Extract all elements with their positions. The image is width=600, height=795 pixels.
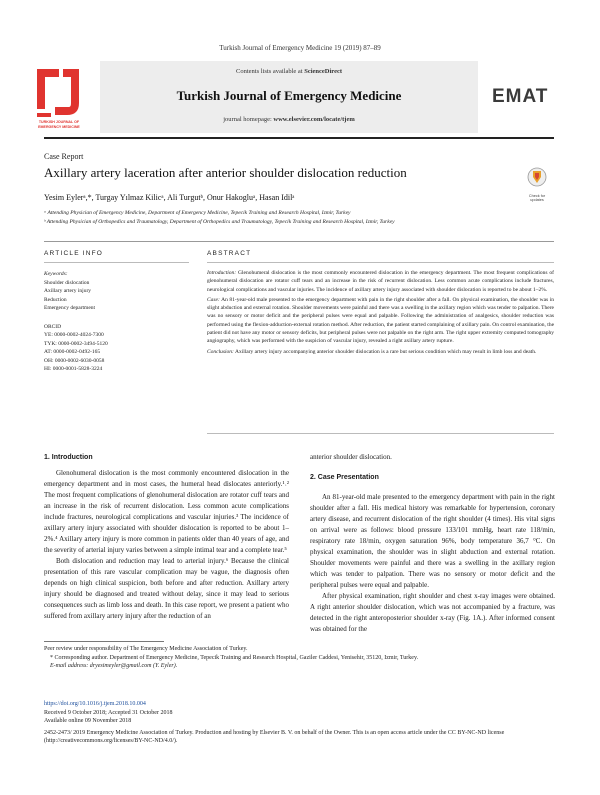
- crossmark-label: Check for updates: [528, 194, 546, 202]
- header-rule: [44, 137, 554, 139]
- crossmark-icon: [522, 167, 552, 189]
- doi-link[interactable]: https://doi.org/10.1016/j.tjem.2018.10.004: [44, 701, 146, 707]
- abstract-rule: [207, 262, 554, 263]
- section-heading-case: 2. Case Presentation: [310, 474, 379, 481]
- orcid-entry: YE: 0000-0002-4024-7300: [44, 332, 104, 338]
- journal-citation: Turkish Journal of Emergency Medicine 19 (2019) 87–89: [219, 44, 381, 52]
- keyword: Emergency department: [44, 305, 96, 311]
- keyword: Axillary artery injury: [44, 288, 92, 294]
- journal-logo-text: TURKISH JOURNAL OF EMERGENCY MEDICINE: [38, 120, 80, 129]
- info-rule: [44, 262, 189, 263]
- keyword: Reduction: [44, 296, 67, 303]
- footnote-rule: [44, 641, 164, 642]
- emat-logo: EMAT: [492, 86, 549, 107]
- article-info: [44, 265, 189, 374]
- body-right-column: [310, 452, 555, 635]
- affiliation-b: ᵇ Attending Physician of Orthopedics and Traumatology, Department of Orthopedics and Traumatology, Tepecik Training and Research Hospital, Izmir, Turkey: [44, 219, 395, 225]
- abstract-end-rule: [207, 433, 554, 434]
- received-dates: Received 9 October 2018; Accepted 31 October 2018: [44, 709, 173, 716]
- continuation-text: anterior shoulder dislocation.: [310, 453, 392, 461]
- orcid-entry: HI: 0000-0001-5828-3224: [44, 366, 103, 372]
- body-paragraph: An 81-year-old male presented to the emergency department with pain in the right shoulder after a fall. His medical history was remarkable for hypertension, coronary artery disease, and recurrent dislocation of the right shoulder (4 times). His vital signs on arrival were as follows: blood pressure 133/101 mmHg, heart rate 118/min, respiratory rate 18/min, oxygen saturation 96%, body temperature 36,7 °C. On physical examination, the shoulder was in slight abduction and external rotation. Shoulder movements were painful and there was a swelling in the axillary region which was tender to palpation. There was no sensory or motor deficit and the peripheral pulses were equal and palpable.: [310, 493, 555, 589]
- sciencedirect-link[interactable]: ScienceDirect: [304, 68, 343, 75]
- keywords-label: Keywords:: [44, 271, 68, 277]
- abstract-heading: ABSTRACT: [207, 250, 252, 257]
- article-type: Case Report: [44, 152, 84, 161]
- article-info-heading: ARTICLE INFO: [44, 250, 104, 257]
- corresponding-author-note: * Corresponding author. Department of Emergency Medicine, Tepecik Training and Research Hospital, Gaziler Caddesi, Yenisehir, 35120, Izmir, Turkey.: [50, 654, 419, 661]
- journal-title: Turkish Journal of Emergency Medicine: [176, 88, 402, 103]
- available-online: Available online 09 November 2018: [44, 718, 132, 724]
- orcid-label: ORCID: [44, 323, 62, 330]
- orcid-entry: OH: 0000-0002-6030-0058: [44, 357, 105, 364]
- abstract-case: Case: An 81-year-old male presented to the emergency department with pain in the right shoulder after a fall. On physical examination, the shoulder was in slight abduction and external rotation. Shoulder movements were painful and there was a swelling in the axillary region which was tender to palpation. There was no sensory or motor deficit and the peripheral pulses were equal and palpable. Following the administration of analgesics, shoulder reduction was performed using the flexion-adduction-external rotation method. After reduction, the patient started complaining of axillary pain. On control examination, the patient did not have any motor or sensory deficits, but peripheral pulses were not palpable on the right arm. The right upper extremity computed tomography angiography, which was performed with the suspicion of vascular injury, revealed a right axillary artery rupture.: [207, 296, 555, 345]
- article-metadata: [44, 700, 554, 746]
- abstract-introduction: Introduction: Glenohumeral dislocation is the most commonly encountered dislocation in the emergency department. The most frequent complications of glenohumeral dislocation are rotator cuff tears and an increase in the risk of recurrent dislocation. Less common acute complications include fractures, neurological complications and vascular injuries. The incidence of axillary artery injury associated with shoulder dislocation is reported to be about 1–2%.: [207, 270, 554, 293]
- homepage-link[interactable]: www.elsevier.com/locate/tjem: [273, 116, 355, 123]
- abstract-conclusion: Conclusion: Axillary artery injury accompanying anterior shoulder dislocation is a rare but serious condition which may result in limb loss and death.: [207, 348, 537, 355]
- body-paragraph: After physical examination, right shoulder and chest x-ray images were obtained. A right anterior shoulder dislocation, which was not accompanied by a fracture, was detected in the right anteroposterior shoulder x-ray (Fig. 1A.). After informed consent was obtained for the: [310, 592, 555, 633]
- affiliation-a: ᵃ Attending Physician of Emergency Medicine, Department of Emergency Medicine, Tepecik Training and Research Hospital, Izmir, Turkey: [44, 210, 351, 216]
- article-title: Axillary artery laceration after anterior shoulder dislocation reduction: [44, 165, 407, 180]
- orcid-entry: AT: 0000-0002-0492-165: [44, 349, 101, 355]
- crossmark-badge[interactable]: [522, 167, 552, 202]
- abstract-body: [207, 265, 554, 358]
- footnotes: [44, 645, 554, 671]
- email-note: E-mail address: dryesimeyler@gmail.com (Y. Eyler).: [50, 663, 178, 669]
- license-text: 2452-2473/ 2019 Emergency Medicine Association of Turkey. Production and hosting by Elsevier B. V. on behalf of the Owner. This is an open access article under the CC BY-NC-ND license (http://creativecommons.org/licenses/BY-NC-ND/4.0/).: [44, 729, 505, 744]
- journal-header: [100, 61, 478, 133]
- body-left-column: [44, 452, 289, 622]
- homepage-line: journal homepage: www.elsevier.com/locate/tjem: [223, 116, 355, 123]
- orcid-entry: TYK: 0000-0002-3494-5120: [44, 340, 108, 347]
- body-paragraph: Both dislocation and reduction may lead to arterial injury.⁶ Because the clinical presentation of this rare vascular complication may be vague, the diagnosis often depends on high clinical suspicion, both before and after reduction. Axillary artery injury should be diagnosed and treated without delay, since it may lead to serious consequences such as limb loss and death. In this case report, we present a patient who suffered from axillary artery injury after the reduction of an: [44, 557, 289, 620]
- author-list: Yesim Eylerᵃ,*, Turgay Yılmaz Kilicᵃ, Ali Turgutᵇ, Onur Hakogluᵃ, Hasan Idilᵃ: [44, 193, 295, 202]
- section-heading-introduction: 1. Introduction: [44, 454, 93, 461]
- affiliation-rule: [44, 241, 554, 242]
- journal-logo: [29, 63, 89, 135]
- peer-review-note: Peer review under responsibility of The Emergency Medicine Association of Turkey.: [44, 646, 248, 652]
- keyword: Shoulder dislocation: [44, 279, 90, 286]
- body-paragraph: Glenohumeral dislocation is the most commonly encountered dislocation in the emergency department and in most cases, the humeral head dislocates anteriorly.¹˒² The most frequent complications of glenohumeral dislocation are rotator cuff tears and an increase in the risk of recurrent dislocation. Less common acute complications include fractures, neurological complications and vascular injuries.³ The incidence of axillary artery injury associated with shoulder dislocation is reported to be about 1–2%.⁴ Axillary artery injury is more common in patients older than 40 years of age, and the severity of arterial injury varies between a simple intimal tear and a complete tear.⁵: [44, 469, 289, 554]
- contents-line: Contents lists available at ScienceDirect: [235, 68, 343, 75]
